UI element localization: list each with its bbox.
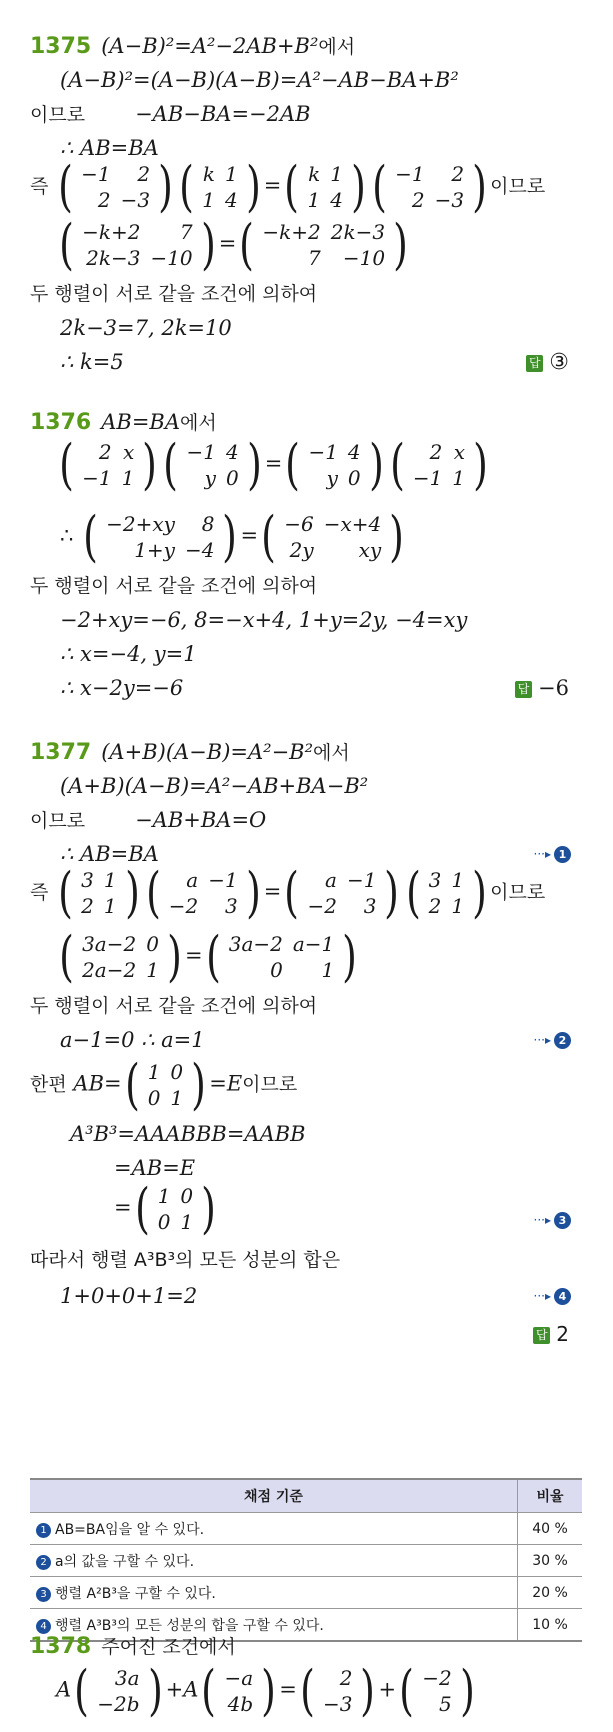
- problem-number: 1377: [30, 740, 92, 765]
- matrix-equation: 즉 ( 3 1 2 1 ) ( a −1 −2 3 ) = ( a −1 −2 3 ) ( 3 1 2 1 ) 이므로: [30, 861, 546, 924]
- matrix-equation: 즉 ( −1 2 2 −3 ) ( k 1 1 4 ) = ( k 1 1 4 ) ( −1 2 2 −3 ) 이므로: [30, 155, 546, 218]
- matrix: ( −k+2 7 2k−3 −10 ): [59, 213, 216, 276]
- equation-line: A³B³=AAABBB=AABB: [70, 1122, 306, 1146]
- step-marker: ···▸ 4: [534, 1288, 571, 1305]
- equation-line: (A+B)(A−B)=A²−AB+BA−B²: [60, 774, 369, 798]
- matrix: ( −1 4 y 0 ): [285, 433, 384, 496]
- matrix: ( −1 4 y 0 ): [163, 433, 262, 496]
- answer: 답 ③: [526, 350, 569, 375]
- grading-header-ratio: 비율: [518, 1479, 583, 1513]
- table-row: 1 AB=BA임을 알 수 있다. 40 %: [30, 1513, 582, 1545]
- answer: 답 −6: [515, 676, 569, 700]
- equation-line: −2+xy=−6, 8=−x+4, 1+y=2y, −4=xy: [60, 608, 468, 632]
- matrix: ( 3a −2b ): [74, 1659, 163, 1722]
- step-mark-icon: 1: [36, 1523, 51, 1538]
- step-marker: ···▸ 3: [534, 1212, 571, 1229]
- answer-label-icon: 답: [515, 681, 532, 698]
- matrix: ( a −1 −2 3 ): [284, 861, 400, 924]
- matrix: ( 2 −3 ): [300, 1659, 376, 1722]
- matrix-equation: ∴ ( −2+xy 8 1+y −4 ) = ( −6 −x+4 2y xy ): [60, 510, 407, 564]
- matrix: ( k 1 1 4 ): [284, 155, 366, 218]
- matrix-equation: A ( 3a −2b ) +A ( −a 4b ) = ( 2 −3 ) + ( −2 5 ): [56, 1664, 478, 1718]
- problem-1377-line1: 1377 (A+B)(A−B)=A²−B²에서: [30, 740, 350, 765]
- equation-line: ∴ x−2y=−6: [60, 676, 184, 700]
- equation-line: 이므로 −AB+BA=O: [30, 808, 267, 832]
- matrix: ( 3a−2 0 2a−2 1 ): [59, 925, 182, 988]
- step-marker: ···▸ 2: [534, 1032, 571, 1049]
- equation-line: ∴ AB=BA: [60, 136, 159, 160]
- answer: 답 2: [533, 1322, 569, 1346]
- problem-1376-line1: 1376 AB=BA에서: [30, 410, 217, 435]
- problem-number: 1376: [30, 410, 92, 435]
- matrix: ( 3a−2 a−1 0 1 ): [205, 925, 358, 988]
- matrix: ( 1 0 0 1 ): [134, 1177, 217, 1240]
- summary-text: 따라서 행렬 A³B³의 모든 성분의 합은: [30, 1249, 341, 1271]
- matrix: ( 1 0 0 1 ): [124, 1053, 207, 1116]
- grading-table: [30, 1478, 582, 1642]
- equation-line: (A−B)²=(A−B)(A−B)=A²−AB−BA+B²: [60, 68, 459, 92]
- equation-line: =AB=E: [114, 1156, 196, 1180]
- matrix: ( −6 −x+4 2y xy ): [261, 505, 405, 568]
- matrix: ( −a 4b ): [201, 1659, 277, 1722]
- matrix: ( a −1 −2 3 ): [145, 861, 261, 924]
- matrix: ( 3 1 2 1 ): [58, 861, 140, 924]
- equation-line: 1+0+0+1=2: [60, 1284, 198, 1308]
- equation-line: 이므로 −AB−BA=−2AB: [30, 102, 311, 126]
- grading-header-criteria: 채점 기준: [30, 1479, 518, 1513]
- problem-1375-line1: 1375 (A−B)²=A²−2AB+B²에서: [30, 34, 356, 59]
- step-mark-icon: 3: [36, 1587, 51, 1602]
- answer-label-icon: 답: [533, 1327, 550, 1344]
- matrix: ( k 1 1 4 ): [179, 155, 261, 218]
- condition-text: 두 행렬이 서로 같을 조건에 의하여: [30, 575, 318, 597]
- step-mark-icon: 4: [36, 1619, 51, 1634]
- table-row: 3 행렬 A²B³을 구할 수 있다. 20 %: [30, 1577, 582, 1609]
- condition-text: 두 행렬이 서로 같을 조건에 의하여: [30, 283, 318, 305]
- equation-line: ∴ k=5: [60, 350, 124, 374]
- matrix: ( 2 x −1 1 ): [389, 433, 488, 496]
- matrix-equation: = ( 1 0 0 1 ): [114, 1182, 219, 1236]
- matrix: ( −2 5 ): [399, 1659, 475, 1722]
- matrix-equation: ( −k+2 7 2k−3 −10 ) = ( −k+2 2k−3 7 −10 ): [56, 218, 411, 272]
- matrix: ( 2 x −1 1 ): [59, 433, 158, 496]
- matrix: ( −2+xy 8 1+y −4 ): [83, 505, 238, 568]
- matrix: ( −1 2 2 −3 ): [58, 155, 174, 218]
- matrix: ( −k+2 2k−3 7 −10 ): [239, 213, 409, 276]
- equation-line: a−1=0 ∴ a=1: [60, 1028, 205, 1052]
- matrix: ( −1 2 2 −3 ): [372, 155, 487, 218]
- problem-number: 1378: [30, 1634, 92, 1659]
- matrix-equation: ( 2 x −1 1 ) ( −1 4 y 0 ) = ( −1 4 y 0 ) ( 2 x −1 1 ): [56, 438, 491, 492]
- equation-line: 2k−3=7, 2k=10: [60, 316, 232, 340]
- condition-text: 두 행렬이 서로 같을 조건에 의하여: [30, 995, 318, 1017]
- problem-number: 1375: [30, 34, 92, 59]
- matrix: ( 3 1 2 1 ): [405, 861, 487, 924]
- equation-line: ∴ AB=BA: [60, 842, 159, 866]
- equation-line: ∴ x=−4, y=1: [60, 642, 197, 666]
- table-row: 4 행렬 A³B³의 모든 성분의 합을 구할 수 있다. 10 %: [30, 1609, 582, 1642]
- answer-label-icon: 답: [526, 355, 543, 372]
- table-row: 2 a의 값을 구할 수 있다. 30 %: [30, 1545, 582, 1577]
- step-marker: ···▸ 1: [534, 846, 571, 863]
- matrix-equation: ( 3a−2 0 2a−2 1 ) = ( 3a−2 a−1 0 1 ): [56, 930, 360, 984]
- step-mark-icon: 2: [36, 1555, 51, 1570]
- problem-1378-line1: 1378 주어진 조건에서: [30, 1634, 236, 1659]
- matrix-equation: 한편 AB= ( 1 0 0 1 ) =E이므로: [30, 1053, 298, 1116]
